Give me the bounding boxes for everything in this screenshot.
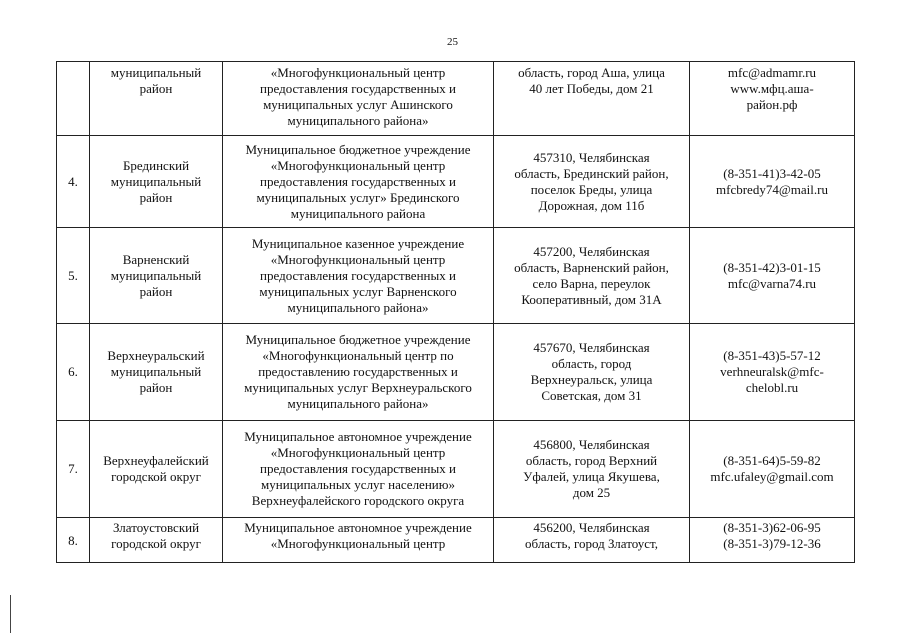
contacts-cell [690, 62, 855, 136]
organization-line: «Многофункциональный центр по [262, 348, 454, 363]
organization-line: муниципального района» [287, 396, 429, 411]
district-line: район [139, 81, 173, 96]
table-row [57, 62, 855, 136]
phone-number: (8-351-64)5-59-82 [723, 453, 821, 468]
address-line: область, город Златоуст, [525, 536, 658, 551]
row-number [57, 62, 90, 136]
district-cell [90, 518, 223, 563]
organization-line: муниципального района [290, 205, 426, 221]
organization-line: муниципальных услуг Верхнеуральского [244, 380, 472, 395]
address-line: Верхнеуральск, улица [530, 372, 653, 387]
organization-line: муниципальных услуг Ашинского [263, 97, 453, 112]
organization-cell [223, 136, 494, 228]
district-line: муниципальный [110, 173, 202, 189]
address-line: дом 25 [572, 485, 611, 500]
district-line: район [139, 380, 173, 395]
organization-cell [223, 518, 494, 563]
address-line: 457670, Челябинская [533, 340, 650, 355]
organization-line: «Многофункциональный центр [270, 157, 446, 173]
address-line: 40 лет Победы, дом 21 [529, 81, 654, 96]
organization-cell [223, 421, 494, 518]
email-link[interactable]: mfc.ufaley@gmail.com [710, 469, 834, 484]
organization-line: Муниципальное казенное учреждение [251, 235, 465, 251]
organization-line: муниципального района» [287, 113, 429, 128]
district-line: Варненский [122, 251, 190, 267]
contacts-cell [690, 136, 855, 228]
contacts-cell [690, 518, 855, 563]
scan-edge-mark [10, 595, 11, 633]
row-number: 5. [57, 228, 90, 324]
phone-number: (8-351-41)3-42-05 [723, 165, 821, 181]
address-line: 456800, Челябинская [533, 437, 650, 452]
table-row [57, 228, 855, 324]
organization-line: предоставления государственных и [260, 267, 456, 283]
district-cell [90, 324, 223, 421]
row-number: 8. [57, 518, 90, 563]
address-line: 457310, Челябинская [533, 149, 650, 165]
table-row [57, 324, 855, 421]
organization-line: «Многофункциональный центр [270, 65, 446, 80]
address-line: область, город Верхний [525, 453, 658, 468]
district-cell [90, 136, 223, 228]
district-line: муниципальный [110, 364, 202, 379]
district-line: муниципальный [110, 65, 202, 80]
organization-line: «Многофункциональный центр [270, 536, 446, 551]
address-line: Кооперативный, дом 31А [521, 291, 662, 307]
email-link[interactable]: mfc@admamr.ru [727, 65, 817, 80]
address-cell [494, 421, 690, 518]
phone-number: (8-351-42)3-01-15 [723, 259, 821, 275]
email-link[interactable]: chelobl.ru [745, 380, 799, 395]
email-link[interactable]: verhneuralsk@mfc- [720, 364, 824, 379]
page-number: 25 [447, 36, 458, 48]
organization-line: муниципальных услуг Варненского [259, 283, 457, 299]
address-line: Советская, дом 31 [541, 388, 642, 403]
organization-cell [223, 228, 494, 324]
organization-line: предоставления государственных и [260, 461, 456, 476]
website-link[interactable]: район.рф [746, 97, 798, 112]
phone-number: (8-351-43)5-57-12 [723, 348, 821, 363]
address-line: 457200, Челябинская [533, 243, 650, 259]
address-line: село Варна, переулок [532, 275, 651, 291]
district-line: Брединский [122, 157, 190, 173]
organization-line: Верхнеуфалейского городского округа [251, 493, 465, 508]
table-row [57, 136, 855, 228]
district-cell [90, 228, 223, 324]
district-cell [90, 421, 223, 518]
row-number: 4. [57, 136, 90, 228]
address-line: область, город [551, 356, 632, 371]
contacts-cell [690, 228, 855, 324]
organization-line: предоставлению государственных и [258, 364, 458, 379]
district-line: район [139, 283, 173, 299]
organization-line: предоставления государственных и [260, 173, 456, 189]
phone-number: (8-351-3)79-12-36 [723, 536, 821, 551]
address-cell [494, 62, 690, 136]
district-line: городской округ [111, 536, 201, 551]
address-cell [494, 136, 690, 228]
organization-line: муниципальных услуг» Брединского [256, 189, 460, 205]
table-row [57, 421, 855, 518]
mfc-directory-table [56, 61, 855, 563]
contacts-cell [690, 421, 855, 518]
district-line: Верхнеуфалейский [103, 453, 209, 468]
organization-line: предоставления государственных и [260, 81, 456, 96]
website-link[interactable]: www.мфц.аша- [730, 81, 814, 96]
address-line: Дорожная, дом 11б [538, 197, 645, 213]
district-line: муниципальный [110, 267, 202, 283]
organization-cell [223, 324, 494, 421]
organization-line: «Многофункциональный центр [270, 251, 446, 267]
organization-line: Муниципальное автономное учреждение [244, 429, 472, 444]
address-cell [494, 324, 690, 421]
address-line: область, Брединский район, [514, 165, 669, 181]
district-line: район [139, 189, 173, 205]
address-line: Уфалей, улица Якушева, [523, 469, 660, 484]
organization-line: муниципальных услуг населению» [261, 477, 455, 492]
address-line: область, город Аша, улица [518, 65, 665, 80]
organization-line: Муниципальное бюджетное учреждение [245, 332, 471, 347]
district-line: Верхнеуральский [107, 348, 205, 363]
address-line: 456200, Челябинская [533, 520, 650, 535]
district-line: городской округ [111, 469, 201, 484]
organization-line: Муниципальное автономное учреждение [244, 520, 472, 535]
phone-number: (8-351-3)62-06-95 [723, 520, 821, 535]
address-cell [494, 518, 690, 563]
district-line: Златоустовский [112, 520, 200, 535]
address-line: поселок Бреды, улица [530, 181, 653, 197]
organization-line: «Многофункциональный центр [270, 445, 446, 460]
row-number: 7. [57, 421, 90, 518]
email-link[interactable]: mfc@varna74.ru [727, 275, 817, 291]
organization-line: муниципального района» [287, 299, 429, 315]
address-cell [494, 228, 690, 324]
table-row [57, 518, 855, 563]
contacts-cell [690, 324, 855, 421]
address-line: область, Варненский район, [514, 259, 669, 275]
organization-cell [223, 62, 494, 136]
email-link[interactable]: mfcbredy74@mail.ru [716, 181, 828, 197]
organization-line: Муниципальное бюджетное учреждение [245, 141, 471, 157]
district-cell [90, 62, 223, 136]
row-number: 6. [57, 324, 90, 421]
